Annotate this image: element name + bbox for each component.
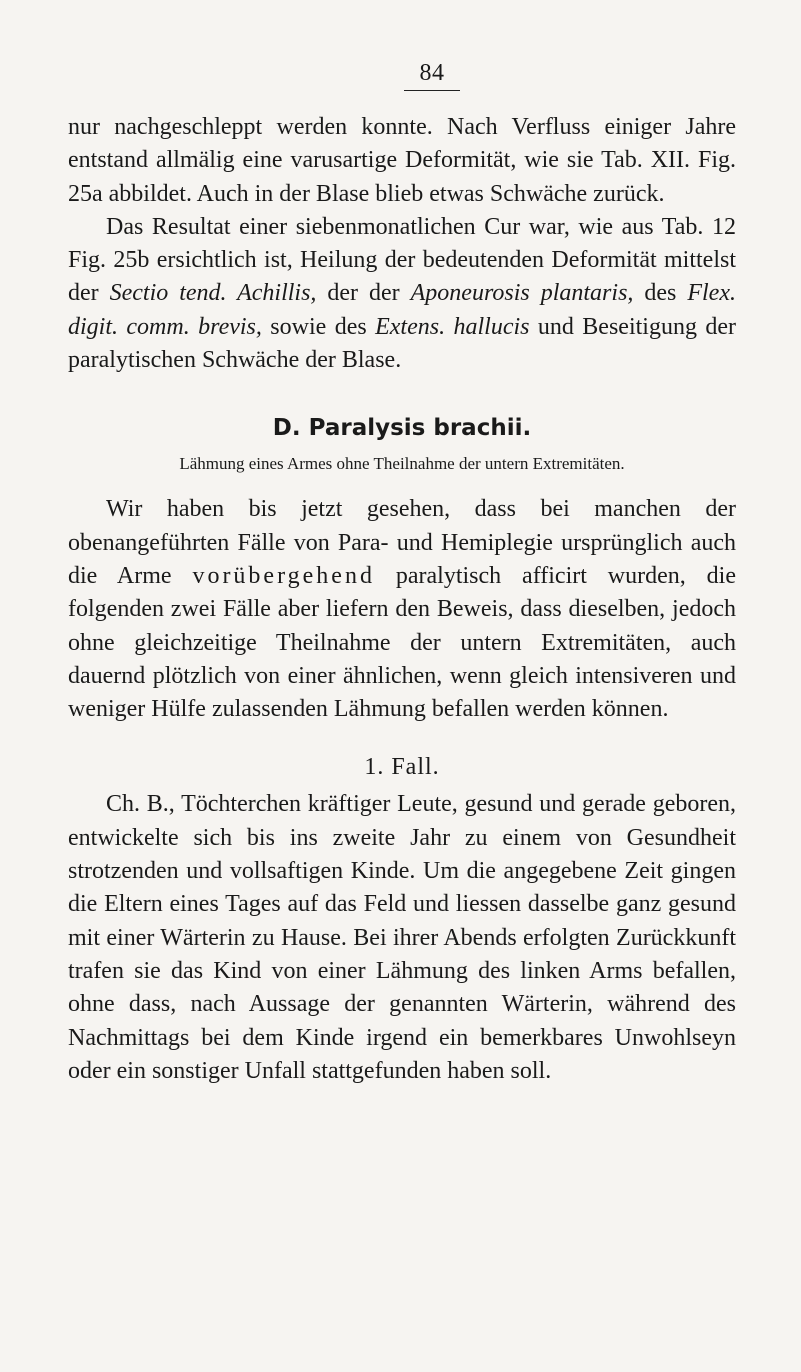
resultat-text-2: der der	[316, 280, 411, 307]
page-number: 84	[419, 60, 445, 86]
resultat-italic-4: Extens. hallucis	[375, 313, 530, 340]
intro-text-1: Wir haben bis jetzt gesehen, dass bei manchen der obenangeführten Fälle von Para- und Hemiplegie ursprünglich auch die Arme	[68, 496, 736, 589]
paragraph-intro	[68, 493, 736, 726]
resultat-italic-2: Aponeurosis plantaris,	[410, 280, 634, 307]
resultat-italic-1: Sectio tend. Achillis,	[109, 280, 317, 307]
book-page	[68, 58, 736, 1088]
resultat-text-1: Das Resultat einer siebenmonatlichen Cur war, wie aus Tab. 12 Fig. 25b ersichtlich ist, Heilung der bedeutenden Deformität mittelst der	[68, 213, 736, 307]
paragraph-continuation: nur nachgeschleppt werden konnte. Nach Verfluss einiger Jahre entstand allmälig eine varusartige Deformität, wie sie Tab. XII. Fig. 25a abbildet. Auch in der Blase blieb etwas Schwäche zurück.	[68, 114, 736, 207]
case-title: 1. Fall.	[364, 754, 440, 781]
section-subtitle: Lähmung eines Armes ohne Theilnahme der untern Extremitäten.	[179, 454, 625, 474]
header-rule	[404, 90, 460, 91]
paragraph-case: Ch. B., Töchterchen kräftiger Leute, gesund und gerade geboren, entwickelte sich bis ins zweite Jahr zu einem von Gesundheit strotzenden und vollsaftigen Kinde. Um die angegebene Zeit gingen die Eltern eines Tages auf das Feld und liessen dasselbe ganz gesund mit einer Wärterin zu Hause. Bei ihrer Abends erfolgten Zurückkunft trafen sie das Kind von einer Lähmung des linken Arms befallen, ohne dass, nach Aussage der genannten Wärterin, während des Nachmittags bei dem Kinde irgend ein bemerkbares Unwohlseyn oder ein sonstiger Unfall stattgefunden haben soll.	[68, 791, 736, 1084]
section-title: D. Paralysis brachii.	[272, 415, 532, 442]
intro-spaced-word: vorübergehend	[192, 562, 375, 589]
paragraph-resultat	[68, 211, 736, 377]
resultat-text-5: und Beseitigung der paralytischen Schwäche der Blase.	[68, 313, 736, 374]
resultat-text-4: sowie des	[261, 313, 376, 340]
resultat-text-3: des	[633, 280, 688, 307]
intro-text-2: paralytisch afficirt wurden, die folgenden zwei Fälle aber liefern den Beweis, dass dieselben, jedoch ohne gleichzeitige Theilnahme der untern Extremitäten, auch dauernd plötzlich von einer ähnlichen, wenn gleich intensiveren und weniger Hülfe zulassenden Lähmung befallen werden können.	[68, 562, 736, 723]
resultat-italic-3: Flex. digit. comm. brevis,	[68, 280, 736, 340]
